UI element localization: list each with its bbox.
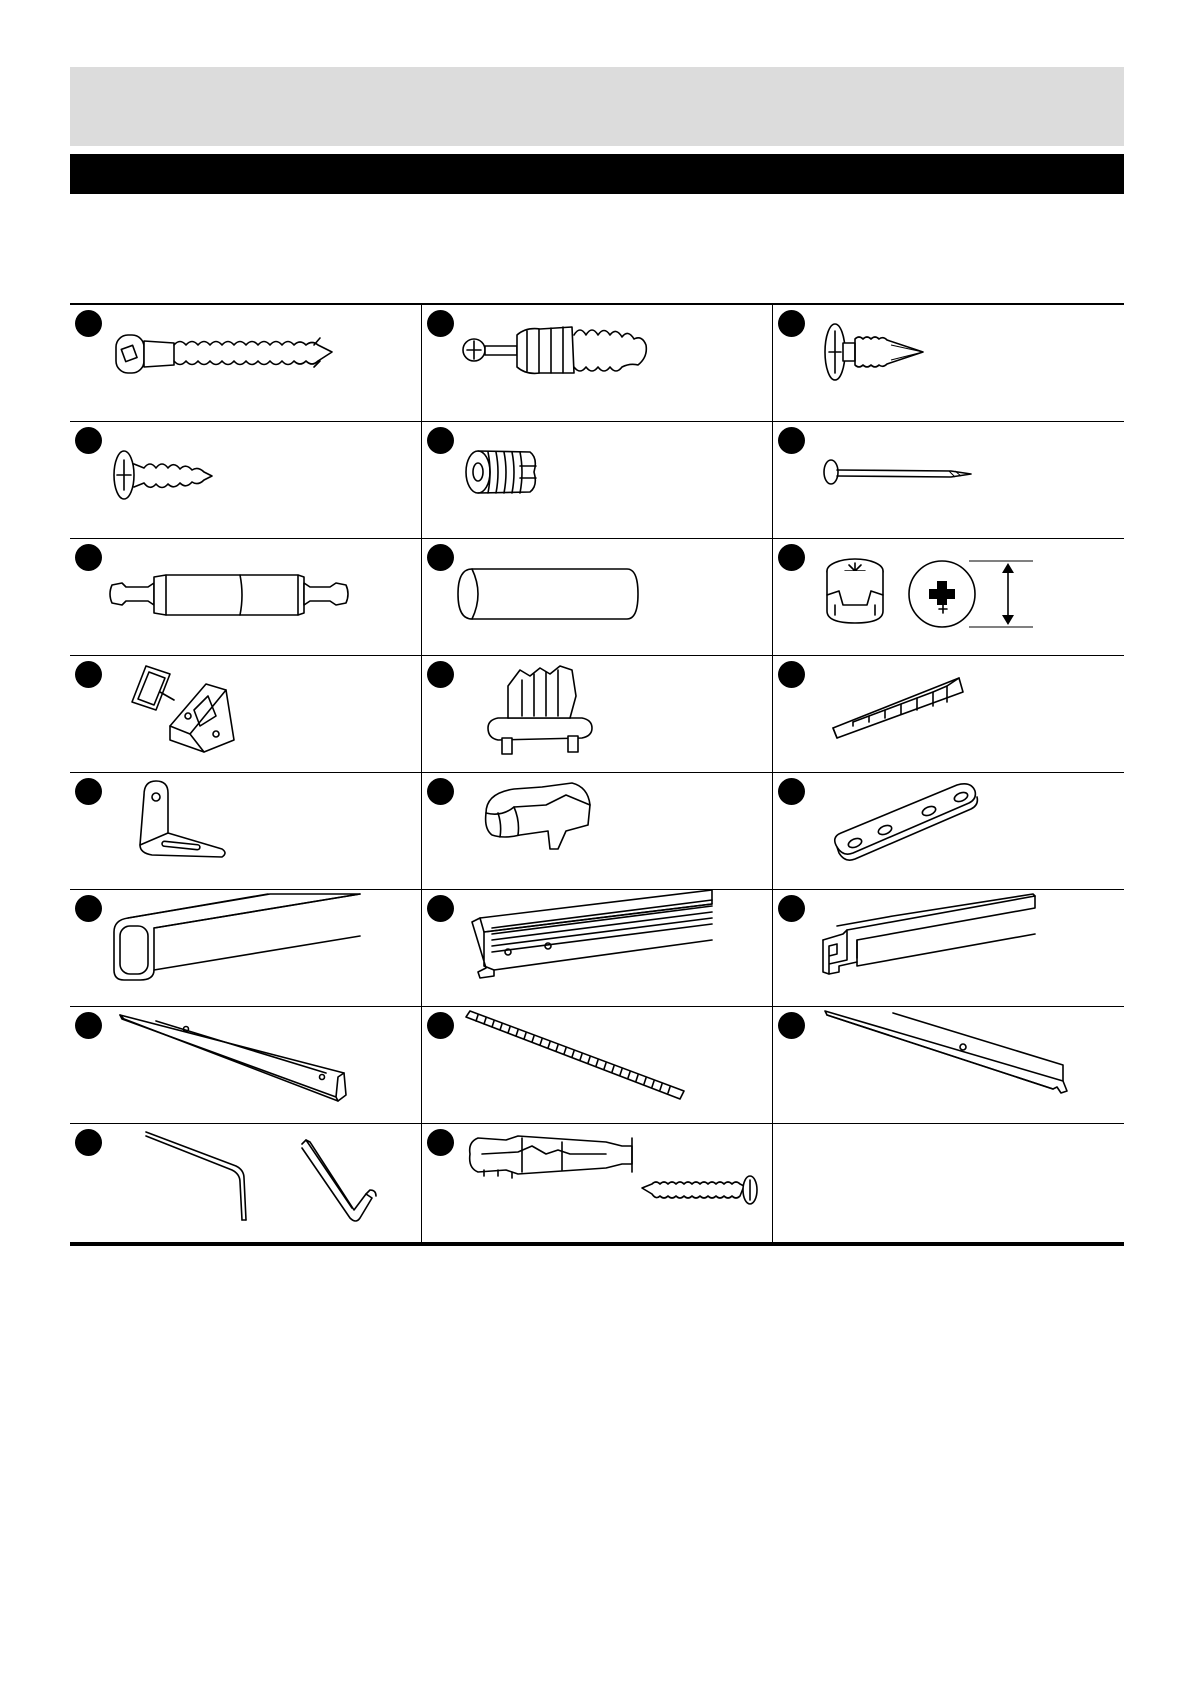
- serrated-strip-icon: [422, 1007, 773, 1124]
- part-cell: [422, 1124, 773, 1242]
- header-band: [70, 67, 1124, 146]
- flat-mending-plate-icon: [773, 773, 1124, 890]
- wall-plug-and-screw-icon: [422, 1124, 773, 1242]
- wooden-dowel-icon: [422, 539, 773, 656]
- part-cell: [422, 656, 773, 773]
- part-cell: [70, 1124, 422, 1242]
- parts-table: [70, 303, 1124, 1246]
- countersunk-screw-icon: [70, 422, 422, 539]
- part-cell: [422, 539, 773, 656]
- wedge-shim-icon: [773, 656, 1124, 773]
- part-cell: [773, 656, 1124, 773]
- part-cell: [70, 1007, 422, 1124]
- part-cell: [70, 422, 422, 539]
- clip-connector-icon: [422, 773, 773, 890]
- shelf-support-icon: [422, 656, 773, 773]
- part-cell: [70, 656, 422, 773]
- connector-bolt-icon: [70, 539, 422, 656]
- oval-rail-icon: [70, 890, 422, 1007]
- l-bracket-icon: [70, 773, 422, 890]
- bottom-track-icon: [773, 890, 1124, 1007]
- part-cell: [70, 773, 422, 890]
- allen-keys-icon: [70, 1124, 422, 1242]
- part-cell: [70, 890, 422, 1007]
- u-channel-icon: [70, 1007, 422, 1124]
- part-cell: [422, 890, 773, 1007]
- cam-lock-icon: [773, 539, 1124, 656]
- j-channel-icon: [773, 1007, 1124, 1124]
- part-cell: [70, 539, 422, 656]
- part-cell: [422, 422, 773, 539]
- part-cell-empty: [773, 1124, 1124, 1242]
- wafer-head-screw-icon: [773, 305, 1124, 422]
- part-cell: [773, 422, 1124, 539]
- insert-nut-icon: [422, 422, 773, 539]
- nail-icon: [773, 422, 1124, 539]
- part-cell: [773, 890, 1124, 1007]
- top-track-icon: [422, 890, 773, 1007]
- part-cell: [773, 1007, 1124, 1124]
- sleeve-screw-icon: [70, 305, 422, 422]
- part-cell: [773, 539, 1124, 656]
- part-cell: [773, 305, 1124, 422]
- part-cell: [422, 305, 773, 422]
- title-bar: [70, 154, 1124, 194]
- cam-dowel-icon: [422, 305, 773, 422]
- part-cell: [422, 773, 773, 890]
- part-cell: [422, 1007, 773, 1124]
- part-cell: [70, 305, 422, 422]
- part-cell: [773, 773, 1124, 890]
- corner-block-icon: [70, 656, 422, 773]
